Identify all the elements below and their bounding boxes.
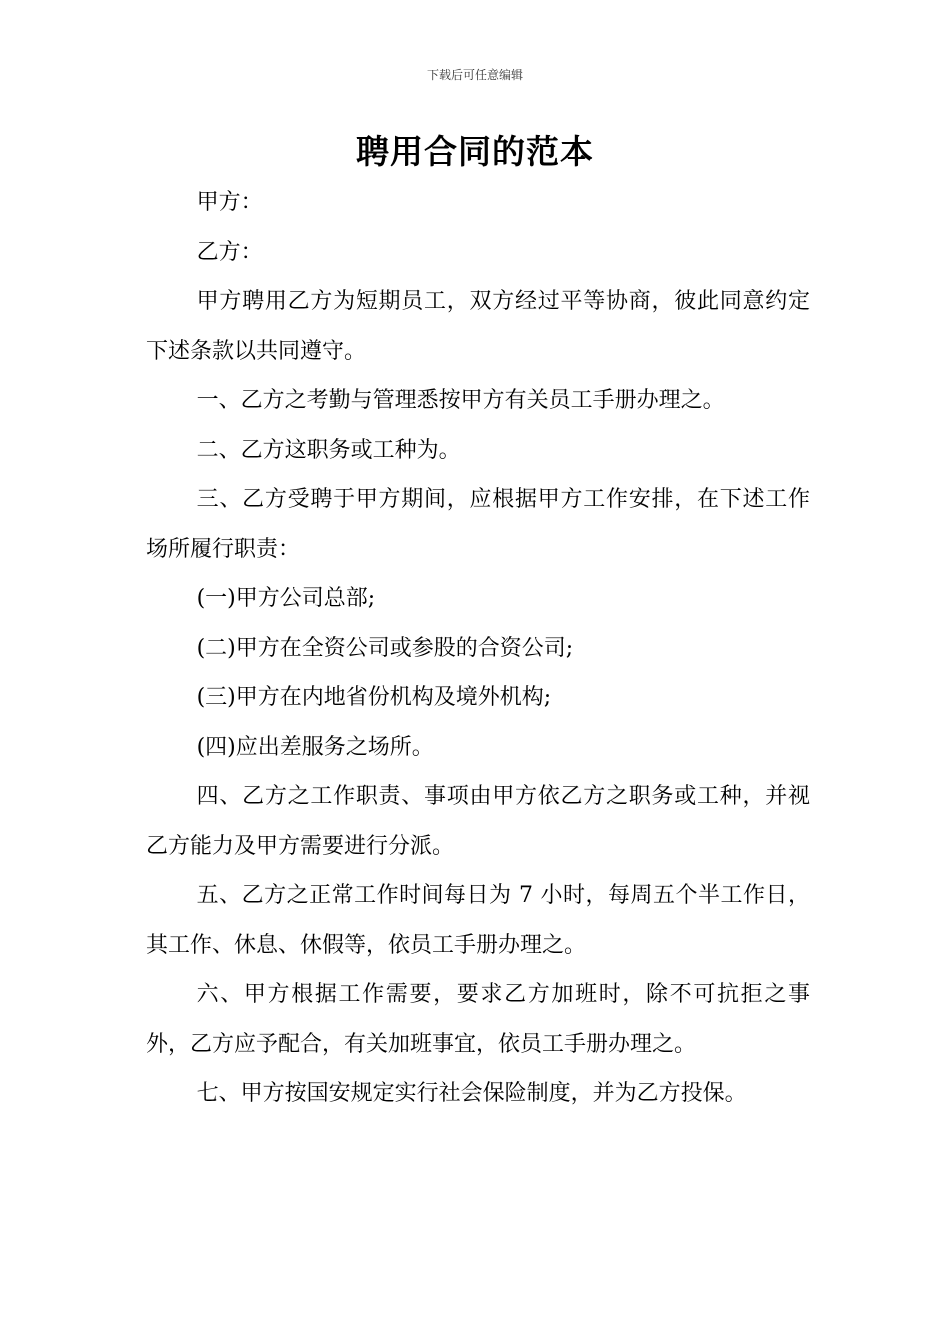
header-note: 下载后可任意编辑 [426,68,523,82]
clause-3-item-1: (一)甲方公司总部; [196,586,376,611]
document-title: 聘用合同的范本 [356,132,594,171]
preamble-paragraph: 甲方聘用乙方为短期员工，双方经过平等协商，彼此同意约定下述条款以共同遵守。 [146,289,810,364]
clause-3: 三、乙方受聘于甲方期间，应根据甲方工作安排，在下述工作场所履行职责： [146,487,810,562]
clause-7: 七、甲方按国安规定实行社会保险制度，并为乙方投保。 [196,1081,747,1106]
clause-3-item-3: (三)甲方在内地省份机构及境外机构; [196,685,552,710]
document-body [146,178,810,1119]
clause-3-item-2: (二)甲方在全资公司或参股的合资公司; [196,635,574,661]
clause-2: 二、乙方这职务或工种为。 [196,437,461,463]
clause-6: 六、甲方根据工作需要，要求乙方加班时，除不可抗拒之事外，乙方应予配合，有关加班事宜，依员工手册办理之。 [146,982,810,1057]
party-b-line: 乙方： [196,239,263,265]
clause-3-item-4: (四)应出差服务之场所。 [196,734,434,760]
clause-5: 五、乙方之正常工作时间每日为 7 小时，每周五个半工作日，其工作、休息、休假等，依员工手册办理之。 [146,883,810,958]
clause-4: 四、乙方之工作职责、事项由甲方依乙方之职务或工种，并视乙方能力及甲方需要进行分派。 [146,784,810,859]
clause-1: 一、乙方之考勤与管理悉按甲方有关员工手册办理之。 [196,388,725,413]
party-a-line: 甲方： [196,190,263,215]
